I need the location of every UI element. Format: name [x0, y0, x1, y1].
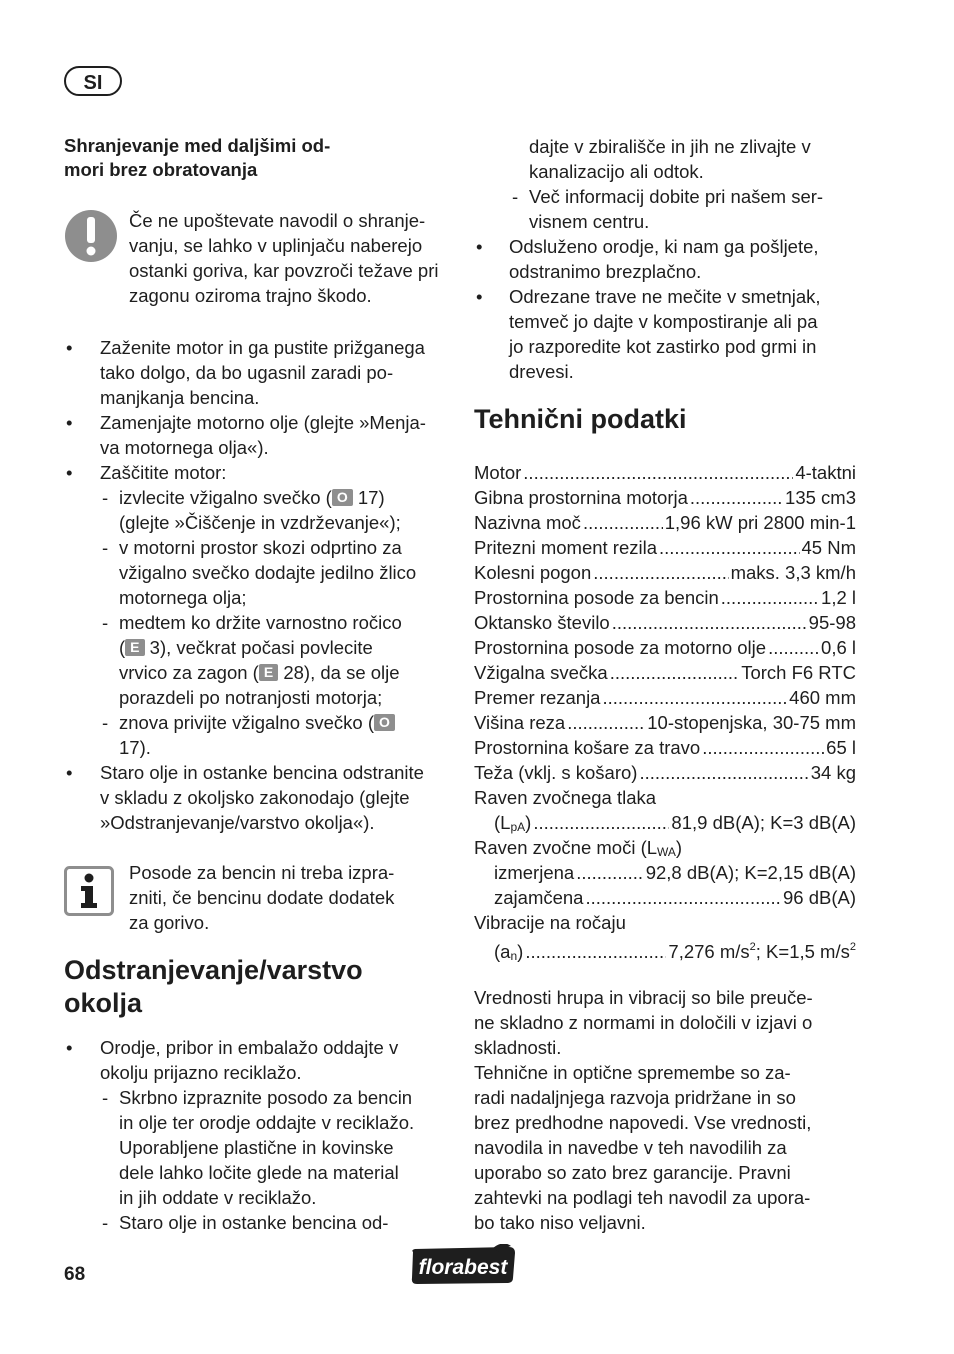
dash-marker: -: [102, 1212, 109, 1233]
warning-icon: [64, 209, 118, 263]
warning-line: ostanki goriva, kar povzroči težave pri: [129, 260, 439, 281]
spec-value: maks. 3,3 km/h: [730, 562, 856, 583]
figure-tag: E: [259, 664, 278, 681]
list-line: »Odstranjevanje/varstvo okolja«).: [100, 812, 375, 833]
info-icon: [64, 866, 114, 916]
list-item: [100, 410, 426, 460]
note-line: Tehnične in optične spremembe so za-: [474, 1062, 791, 1083]
dash-marker: -: [102, 487, 109, 508]
info-text: [129, 860, 394, 935]
bullet-dot: •: [66, 1037, 73, 1058]
list-line: Odsluženo orodje, ki nam ga pošljete,: [509, 236, 819, 257]
leader-dots: [721, 585, 819, 610]
spec-row: [494, 860, 856, 885]
note-line: uporabo so zato brez garancije. Pravni: [474, 1162, 791, 1183]
spec-label: Nazivna moč: [474, 512, 581, 533]
sub-text: Več informacij dobite pri našem ser-: [529, 186, 824, 207]
spec-value: Torch F6 RTC: [741, 662, 856, 683]
storage-heading: [64, 134, 330, 182]
warning-line: vanju, se lahko v uplinjaču naberejo: [129, 235, 423, 256]
leader-dots: [533, 810, 669, 835]
spec-label: Gibna prostornina motorja: [474, 487, 688, 508]
spec-row: [474, 460, 856, 485]
leader-dots: [768, 635, 819, 660]
bullet-dot: •: [476, 286, 483, 307]
figure-tag: O: [332, 489, 353, 506]
spec-value: 34 kg: [810, 762, 856, 783]
sub-item: [119, 535, 416, 610]
list-line: manjkanja bencina.: [100, 387, 260, 408]
continued-text: [529, 134, 811, 184]
sub-text: 17): [352, 487, 385, 508]
spec-label: izmerjena: [494, 862, 575, 883]
spec-value: 45 Nm: [801, 537, 856, 558]
spec-value: 0,6 l: [821, 637, 856, 658]
spec-row: [474, 535, 856, 560]
bullet-dot: •: [66, 762, 73, 783]
info-line: za gorivo.: [129, 912, 210, 933]
sub-text: izvlecite vžigalno svečko (: [119, 487, 332, 508]
list-item: [100, 760, 424, 835]
spec-label: Prostornina košare za travo: [474, 737, 701, 758]
storage-heading-line: Shranjevanje med daljšimi od-: [64, 135, 331, 156]
note-paragraph: [474, 985, 813, 1235]
environment-heading: [64, 954, 363, 1020]
spec-row: [474, 735, 856, 760]
spec-row: [474, 660, 856, 685]
language-badge: SI: [64, 66, 122, 96]
sub-text: 17).: [119, 737, 151, 758]
dash-marker: -: [512, 186, 519, 207]
spec-row: [474, 760, 856, 785]
sub-text: Uporabljene plastične in kovinske: [119, 1137, 394, 1158]
spec-value: 1,96 kW pri 2800 min-1: [664, 512, 856, 533]
figure-tag: E: [125, 639, 144, 656]
spec-label: Motor: [474, 462, 522, 483]
list-line: jo razporedite kot zastirko pod grmi in: [509, 336, 817, 357]
sub-text: vžigalno svečko dodajte jedilno žlico: [119, 562, 417, 583]
dash-marker: -: [102, 1087, 109, 1108]
sub-text: znova privijte vžigalno svečko (: [119, 712, 374, 733]
leader-dots: [702, 735, 824, 760]
spec-label: Raven zvočne moči (LWA): [474, 837, 683, 859]
spec-label: Višina reza: [474, 712, 566, 733]
sub-text: 3), večkrat počasi povlecite: [144, 637, 373, 658]
spec-value: 92,8 dB(A); K=2,15 dB(A): [645, 862, 856, 883]
note-line: navodila in navedbe v teh navodilih za: [474, 1137, 787, 1158]
heading-line: okolja: [64, 988, 143, 1018]
sub-item: [119, 710, 395, 735]
list-line: temveč jo dajte v kompostiranje ali pa: [509, 311, 818, 332]
sub-text: porazdeli po notranjosti motorja;: [119, 687, 383, 708]
sub-text: dajte v zbirališče in jih ne zlivajte v: [529, 136, 811, 157]
spec-row: [474, 585, 856, 610]
note-line: zahtevki na podlagi teh navodil za upora-: [474, 1187, 811, 1208]
sub-text: (glejte »Čiščenje in vzdrževanje«);: [119, 512, 401, 533]
spec-row: [474, 685, 856, 710]
heading-line: Odstranjevanje/varstvo: [64, 955, 363, 985]
note-line: brez predhodne napovedi. Vse vrednosti,: [474, 1112, 812, 1133]
list-line: Orodje, pribor in embalažo oddajte v: [100, 1037, 399, 1058]
note-line: radi nadaljnjega razvoja pridržane in so: [474, 1087, 796, 1108]
spec-row: [494, 885, 856, 910]
list-line: odstranimo brezplačno.: [509, 261, 702, 282]
spec-label: Vibracije na ročaju: [474, 912, 626, 933]
spec-row: [474, 510, 856, 535]
spec-value: 7,276 $m/s^2$; K=1,5 $m/s^2$: [668, 941, 856, 962]
leader-dots: [690, 485, 783, 510]
spec-label: Raven zvočnega tlaka: [474, 787, 657, 808]
spec-value: 81,9 dB(A); K=3 dB(A): [671, 812, 856, 833]
spec-label: Vžigalna svečka: [474, 662, 608, 683]
leader-dots: [610, 660, 740, 685]
sub-text: v motorni prostor skozi odprtino za: [119, 537, 402, 558]
note-line: skladnosti.: [474, 1037, 562, 1058]
sub-text: medtem ko držite varnostno ročico: [119, 612, 402, 633]
spec-value: 10-stopenjska, 30-75 mm: [647, 712, 856, 733]
list-item: [100, 335, 425, 410]
spec-row: [474, 560, 856, 585]
sub-text: ( E 3), večkrat počasi povlecite: [119, 637, 373, 658]
list-line: drevesi.: [509, 361, 574, 382]
leader-dots: [525, 939, 666, 964]
leader-dots: [523, 460, 793, 485]
florabest-logo: [407, 1244, 519, 1286]
spec-value: 96 dB(A): [782, 887, 856, 908]
info-line: Posode za bencin ni treba izpra-: [129, 862, 395, 883]
warning-text: [129, 208, 439, 308]
spec-row: [474, 485, 856, 510]
list-item: Zaščitite motor:: [100, 462, 227, 483]
spec-label: Pritezni moment rezila: [474, 537, 658, 558]
spec-label: Kolesni pogon: [474, 562, 592, 583]
leader-dots: [576, 860, 644, 885]
sub-text: 28), da se olje: [278, 662, 400, 683]
sub-item: [119, 1085, 414, 1210]
sub-text: in jih oddate v reciklažo.: [119, 1187, 317, 1208]
spec-label: Prostornina posode za bencin: [474, 587, 719, 608]
sub-text: in olje ter orodje oddajte v reciklažo.: [119, 1112, 415, 1133]
sub-text: kanalizacijo ali odtok.: [529, 161, 704, 182]
sub-item: [119, 485, 385, 510]
leader-dots: [602, 685, 787, 710]
leader-dots: [659, 535, 799, 560]
list-item: [100, 1035, 398, 1085]
sub-text: dele lahko ločite glede na material: [119, 1162, 399, 1183]
leader-dots: [612, 610, 807, 635]
list-item: [509, 234, 819, 284]
warning-line: Če ne upoštevate navodil o shranje-: [129, 210, 426, 231]
bullet-dot: •: [66, 412, 73, 433]
spec-row: [474, 635, 856, 660]
list-line: Zamenjajte motorno olje (glejte »Menja-: [100, 412, 426, 433]
spec-label: Premer rezanja: [474, 687, 601, 708]
dash-marker: -: [102, 612, 109, 633]
figure-tag: O: [374, 714, 395, 731]
spec-value: 95-98: [808, 612, 856, 633]
leader-dots: [585, 885, 781, 910]
list-line: v skladu z okoljsko zakonodajo (glejte: [100, 787, 410, 808]
spec-label: (an): [494, 941, 524, 963]
warning-line: zagonu oziroma trajno škodo.: [129, 285, 372, 306]
sub-text: motornega olja;: [119, 587, 247, 608]
bullet-dot: •: [66, 462, 73, 483]
list-item: [509, 284, 821, 384]
tech-data-heading: Tehnični podatki: [474, 404, 687, 434]
spec-label: Oktansko število: [474, 612, 610, 633]
bullet-dot: •: [476, 236, 483, 257]
sub-text: visnem centru.: [529, 211, 650, 232]
spec-row: [474, 610, 856, 635]
spec-label: (LpA): [494, 812, 532, 834]
note-line: ne skladno z normami in določili v izjavi o: [474, 1012, 813, 1033]
spec-value: 135 cm3: [785, 487, 856, 508]
list-line: Staro olje in ostanke bencina odstranite: [100, 762, 424, 783]
spec-value: 1,2 l: [821, 587, 856, 608]
list-line: va motornega olja«).: [100, 437, 269, 458]
dash-marker: -: [102, 712, 109, 733]
note-line: Vrednosti hrupa in vibracij so bile preuče-: [474, 987, 813, 1008]
dash-marker: -: [102, 537, 109, 558]
note-line: bo tako niso veljavni.: [474, 1212, 646, 1233]
storage-heading-line: mori brez obratovanja: [64, 159, 258, 180]
leader-dots: [639, 760, 808, 785]
spec-row: [474, 710, 856, 735]
spec-value: 4-taktni: [795, 462, 856, 483]
leader-dots: [583, 510, 663, 535]
spec-value: 65 l: [826, 737, 856, 758]
spec-label: zajamčena: [494, 887, 584, 908]
sub-text: Skrbno izpraznite posodo za bencin: [119, 1087, 413, 1108]
info-line: zniti, če bencinu dodate dodatek: [129, 887, 395, 908]
spec-row: [494, 935, 856, 969]
list-line: Odrezane trave ne mečite v smetnjak,: [509, 286, 821, 307]
spec-label: Teža (vklj. s košaro): [474, 762, 638, 783]
sub-item: [529, 184, 823, 234]
bullet-dot: •: [66, 337, 73, 358]
leader-dots: [593, 560, 728, 585]
list-line: Zaženite motor in ga pustite prižganega: [100, 337, 425, 358]
list-line: tako dolgo, da bo ugasnil zaradi po-: [100, 362, 394, 383]
sub-text: Staro olje in ostanke bencina od-: [119, 1212, 389, 1233]
list-line: okolju prijazno reciklažo.: [100, 1062, 302, 1083]
spec-value: 460 mm: [789, 687, 856, 708]
svg-text:florabest: florabest: [418, 1256, 508, 1279]
leader-dots: [567, 710, 645, 735]
page-number: 68: [64, 1264, 86, 1285]
sub-text: vrvico za zagon (: [119, 662, 259, 683]
sub-text: [119, 660, 400, 685]
spec-label: Prostornina posode za motorno olje: [474, 637, 767, 658]
